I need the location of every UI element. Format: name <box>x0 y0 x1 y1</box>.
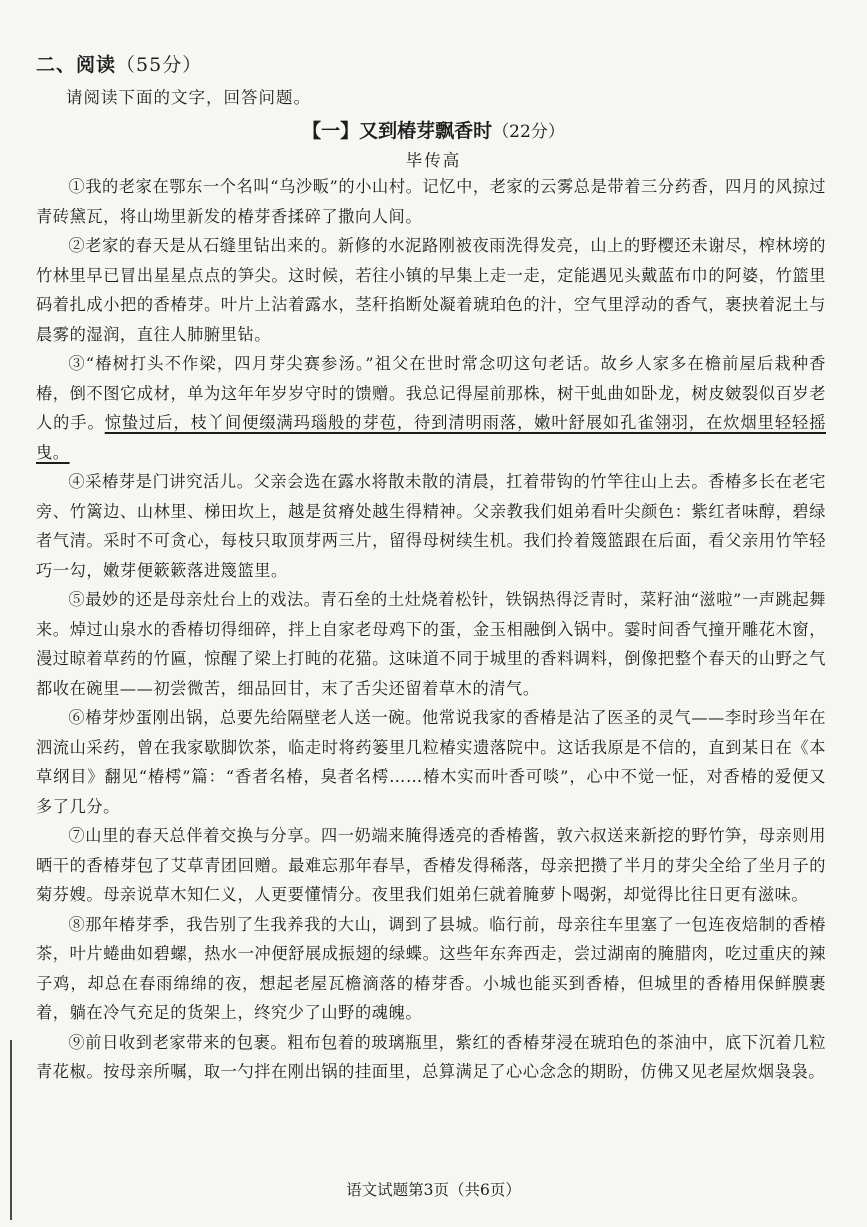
paragraph-3 <box>36 349 826 467</box>
passage-author: 毕传高 <box>405 151 462 170</box>
paragraph-8: ⑧那年椿芽季，我告别了生我养我的大山，调到了县城。临行前，母亲往车里塞了一包连夜焙制的香椿茶，叶片蜷曲如碧螺，热水一冲便舒展成振翅的绿蝶。这些年东奔西走，尝过湖南的腌腊肉，吃过重庆的辣子鸡，却总在春雨绵绵的夜，想起老屋瓦檐滴落的椿芽香。小城也能买到香椿，但城里的香椿用保鲜膜裹着，躺在冷气充足的货架上，终究少了山野的魂魄。 <box>36 914 826 1022</box>
paragraph-3-text: ③“椿树打头不作梁，四月芽尖赛参汤。”祖父在世时常念叨这句老话。故乡人家多在檐前屋后栽种香椿，倒不图它成材，单为这年年岁岁守时的馈赠。我总记得屋前那株，树干虬曲如卧龙，树皮皴裂似百岁老人的手。 <box>36 354 826 432</box>
reading-instruction: 请阅读下面的文字，回答问题。 <box>66 88 311 107</box>
paragraph-5: ⑤最妙的还是母亲灶台上的戏法。青石垒的土灶烧着松针，铁锅热得泛青时，菜籽油“滋啦”一声跳起舞来。焯过山泉水的香椿切得细碎，拌上自家老母鸡下的蛋，金玉相融倒入锅中。霎时间香气撞开雕花木窗，漫过晾着草药的竹匾，惊醒了梁上打盹的花猫。这味道不同于城里的香料调料，倒像把整个春天的山野之气都收在碗里——初尝微苦，细品回甘，末了舌尖还留着草木的清气。 <box>36 590 826 698</box>
paragraph-7: ⑦山里的春天总伴着交换与分享。四一奶端来腌得透亮的香椿酱，敦六叔送来新挖的野竹笋，母亲则用晒干的香椿芽包了艾草青团回赠。最难忘那年春旱，香椿发得稀落，母亲把攒了半月的芽尖全给了坐月子的菊芬嫂。母亲说草木知仁义，人更要懂情分。夜里我们姐弟仨就着腌萝卜喝粥，却觉得比往日更有滋味。 <box>36 826 826 904</box>
underlined-sentence: 惊蛰过后，枝丫间便缀满玛瑙般的芽苞，待到清明雨落，嫩叶舒展如孔雀翎羽，在炊烟里轻轻摇曳。 <box>36 413 826 462</box>
section-title: 二、阅读 <box>36 54 117 76</box>
passage-points: （22分） <box>492 122 565 142</box>
paragraph-4: ④采椿芽是门讲究活儿。父亲会选在露水将散未散的清晨，扛着带钩的竹竿往山上去。香椿多长在老宅旁、竹篱边、山林里、梯田坎上，越是贫瘠处越生得精神。父亲教我们姐弟看叶尖颜色：紫红者味醇，碧绿者气清。采时不可贪心，每枝只取顶芽两三片，留得母树续生机。我们拎着篾篮跟在后面，看父亲用竹竿轻巧一勾，嫩芽便簌簌落进篾篮里。 <box>36 472 826 580</box>
page-footer: 语文试题第3页（共6页） <box>346 1181 521 1199</box>
passage-number: 【一】 <box>302 120 360 142</box>
passage-title <box>0 116 867 143</box>
section-score: （55分） <box>116 54 203 76</box>
paragraph-6: ⑥椿芽炒蛋刚出锅，总要先给隔壁老人送一碗。他常说我家的香椿是沾了医圣的灵气——李时珍当年在泗流山采药，曾在我家歇脚饮茶，临走时将药篓里几粒椿实遗落院中。这话我原是不信的，直到某日在《本草纲目》翻见“椿樗”篇：“香者名椿，臭者名樗……椿木实而叶香可啖”，心中不觉一怔，对香椿的爱便又多了几分。 <box>36 708 826 816</box>
paragraph-2: ②老家的春天是从石缝里钻出来的。新修的水泥路刚被夜雨洗得发亮，山上的野樱还未谢尽，榨林塝的竹林里早已冒出星星点点的笋尖。这时候，若往小镇的早集上走一走，定能遇见头戴蓝布巾的阿婆，竹篮里码着扎成小把的香椿芽。叶片上沾着露水，茎秆掐断处凝着琥珀色的汁，空气里浮动的香气，裹挟着泥土与晨雾的湿润，直往人肺腑里钻。 <box>36 236 826 344</box>
paragraph-9: ⑨前日收到老家带来的包裹。粗布包着的玻璃瓶里，紫红的香椿芽浸在琥珀色的茶油中，底下沉着几粒青花椒。按母亲所嘱，取一勺拌在刚出锅的挂面里，总算满足了心心念念的期盼，仿佛又见老屋炊烟袅袅。 <box>36 1032 826 1081</box>
passage-title-text: 又到椿芽飘香时 <box>359 120 493 142</box>
passage-body <box>36 172 826 1087</box>
section-heading <box>36 50 202 77</box>
paragraph-1: ①我的老家在鄂东一个名叫“乌沙畈”的小山村。记忆中，老家的云雾总是带着三分药香，四月的风掠过青砖黛瓦，将山坳里新发的椿芽香揉碎了撒向人间。 <box>36 177 826 226</box>
